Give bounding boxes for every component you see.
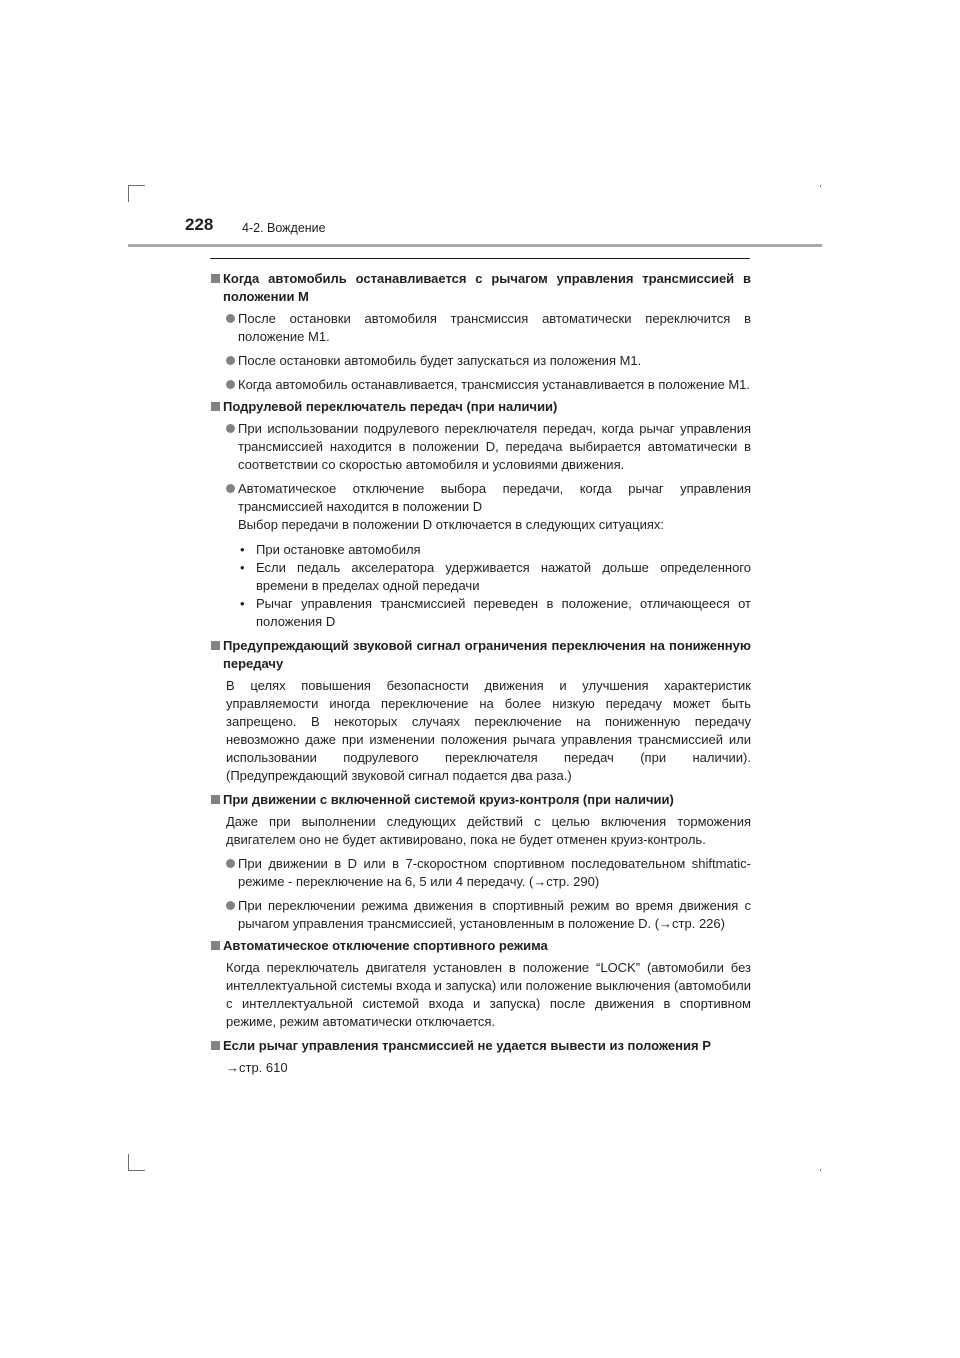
circle-bullet-icon [226, 380, 235, 389]
sub-list-item [210, 541, 751, 559]
list-item [210, 420, 751, 474]
list-item-text: Когда автомобиль останавливается, трансмиссия устанавливается в положение M1. [238, 377, 751, 392]
circle-bullet-icon [226, 859, 235, 868]
sub-list-item-text: При остановке автомобиля [256, 542, 421, 557]
list-item-text: При переключении режима движения в спортивный режим во время движения с рычагом управления трансмиссией, установленным в положение D. (→стр. 226) [238, 898, 751, 931]
sub-list-item-text: Рычаг управления трансмиссией переведен в положение, отличающееся от положения D [256, 596, 751, 629]
square-bullet-icon [211, 941, 220, 950]
page-number: 228 [185, 215, 214, 234]
crop-mark-bottom-left-vertical [128, 1154, 129, 1171]
circle-bullet-icon [226, 424, 235, 433]
section-heading [210, 270, 751, 306]
header-rule [128, 244, 822, 247]
section-title: 4-2. Вождение [242, 221, 326, 235]
crop-mark-top-right [820, 185, 821, 187]
section-heading [210, 791, 751, 809]
bullet-icon: • [240, 560, 245, 575]
list-item-text: После остановки автомобиля трансмиссия автоматически переключится в положение M1. [238, 311, 751, 344]
list-item-text: Выбор передачи в положении D отключается в следующих ситуациях: [238, 517, 665, 532]
section-heading-text: Когда автомобиль останавливается с рычагом управления трансмиссией в положении M [223, 271, 751, 304]
sub-list-item [210, 559, 751, 595]
circle-bullet-icon [226, 484, 235, 493]
sub-list [210, 541, 751, 631]
crop-mark-bottom-left-horizontal [128, 1170, 145, 1171]
bullet-icon: • [240, 542, 245, 557]
square-bullet-icon [211, 402, 220, 411]
crop-mark-top-left-horizontal [128, 185, 145, 186]
square-bullet-icon [211, 1041, 220, 1050]
circle-bullet-icon [226, 314, 235, 323]
list-item [210, 352, 751, 370]
section-heading [210, 637, 751, 673]
list-item [210, 376, 751, 394]
square-bullet-icon [211, 274, 220, 283]
square-bullet-icon [211, 795, 220, 804]
page-reference-link[interactable]: →стр. 610 [226, 1060, 288, 1075]
paragraph: Даже при выполнении следующих действий с целью включения торможения двигателем оно не будет активировано, пока не будет отменен круиз-контроль. [226, 814, 751, 847]
paragraph: В целях повышения безопасности движения и улучшения характеристик управляемости иногда переключение на более низкую передачу может быть запрещено. В некоторых случаях переключение на пониженную передачу невозможно даже при изменении положения рычага управления трансмиссией или использовании подрулевого переключателя передач (при наличии). (Предупреждающий звуковой сигнал подается два раза.) [226, 678, 751, 783]
section-heading [210, 937, 751, 955]
content-top-rule [210, 258, 750, 259]
section-heading [210, 1037, 751, 1055]
page-content [210, 266, 751, 1077]
crop-mark-bottom-right [820, 1169, 821, 1171]
list-item-text: После остановки автомобиль будет запускаться из положения M1. [238, 353, 642, 368]
list-item-text: При движении в D или в 7-скоростном спортивном последовательном shiftmatic-режиме - переключение на 6, 5 или 4 передачу. (→стр. 290) [238, 856, 751, 889]
sub-list-item-text: Если педаль акселератора удерживается нажатой дольше определенного времени в пределах одной передачи [256, 560, 751, 593]
section-heading-text: Если рычаг управления трансмиссией не удается вывести из положения P [223, 1038, 711, 1053]
sub-list-item [210, 595, 751, 631]
section-heading-text: Предупреждающий звуковой сигнал ограничения переключения на пониженную передачу [223, 638, 751, 671]
list-item [210, 310, 751, 346]
section-heading-text: Автоматическое отключение спортивного режима [223, 938, 548, 953]
section-heading [210, 398, 751, 416]
list-item [210, 855, 751, 891]
circle-bullet-icon [226, 356, 235, 365]
section-heading-text: Подрулевой переключатель передач (при наличии) [223, 399, 558, 414]
crop-mark-top-left-vertical [128, 185, 129, 202]
list-item [210, 480, 751, 534]
bullet-icon: • [240, 596, 245, 611]
list-item [210, 897, 751, 933]
paragraph: Когда переключатель двигателя установлен в положение “LOCK” (автомобили без интеллектуальной системы входа и запуска) или положение выключения (автомобили с интеллектуальной системой входа и запуска) после движения в спортивном режиме, режим автоматически отключается. [226, 960, 751, 1029]
list-item-text: Автоматическое отключение выбора передачи, когда рычаг управления трансмиссией находится в положении D [238, 481, 751, 514]
list-item-text: При использовании подрулевого переключателя передач, когда рычаг управления трансмиссией находится в положении D, передача выбирается автоматически в соответствии со скоростью автомобиля и условиями движения. [238, 421, 751, 472]
square-bullet-icon [211, 641, 220, 650]
circle-bullet-icon [226, 901, 235, 910]
section-heading-text: При движении с включенной системой круиз-контроля (при наличии) [223, 792, 674, 807]
